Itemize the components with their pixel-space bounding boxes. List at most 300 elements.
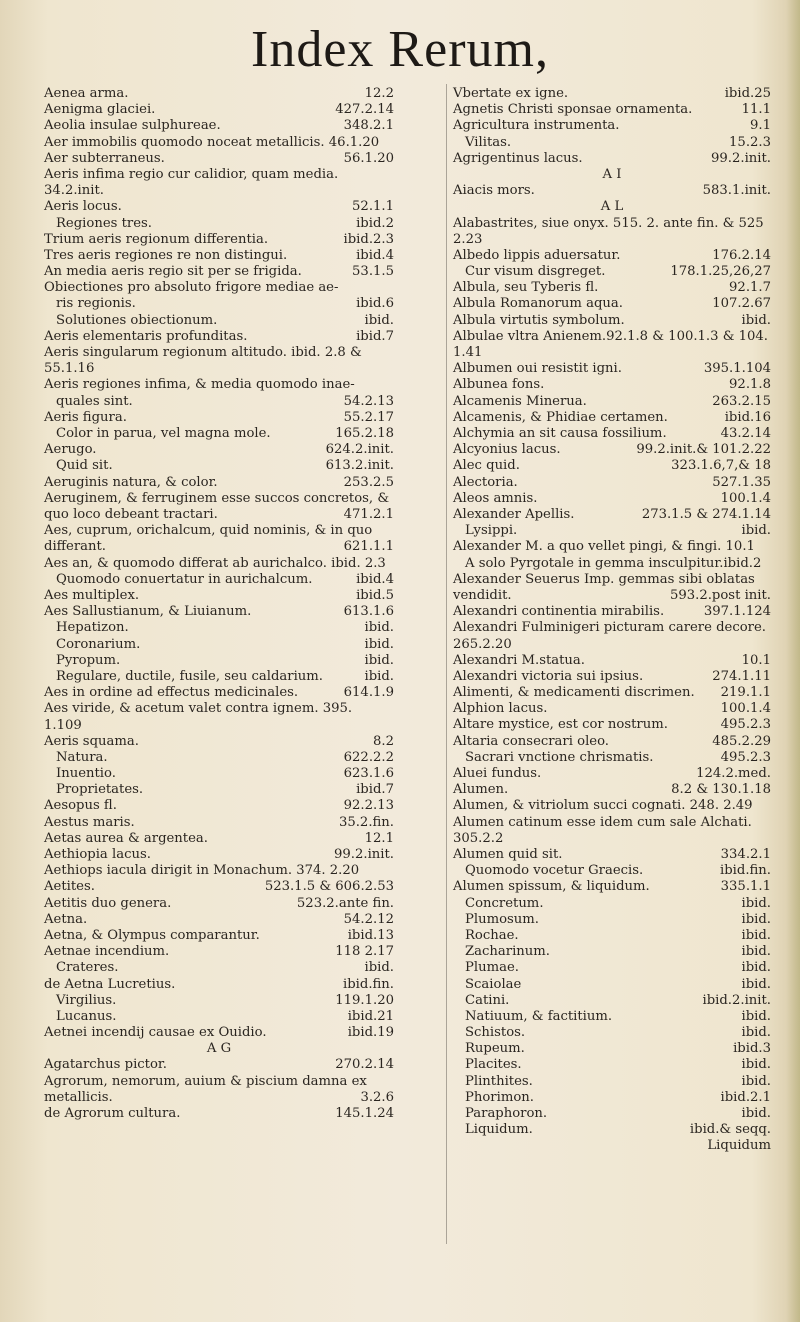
index-entry — [453, 1090, 771, 1106]
entry-term: A solo Pyrgotale in gemma insculpitur.ibid.2 — [465, 555, 762, 571]
entry-term: Quomodo vocetur Graecis. — [465, 863, 644, 879]
entry-term: Albulae vltra Anienem.92.1.8 & 100.1.3 & 104. 1.41 — [453, 328, 768, 361]
entry-term: Aer immobilis quomodo noceat metallicis. 46.1.20 — [44, 134, 380, 150]
section-heading: A G — [206, 1041, 232, 1057]
entry-reference: 100.1.4 — [720, 490, 771, 506]
entry-reference: 395.1.104 — [703, 361, 771, 377]
entry-reference: ibid.& seqq. — [689, 1122, 771, 1138]
entry-term: Regiones tres. — [56, 215, 152, 231]
entry-term: Lucanus. — [56, 1008, 117, 1024]
entry-reference: 52.1.1 — [352, 199, 394, 215]
entry-term: Aes an, & quomodo differat ab aurichalco. ibid. 2.3 — [44, 555, 386, 571]
entry-reference: ibid. — [741, 895, 771, 911]
index-entry — [453, 782, 771, 798]
entry-term: Natiuum, & factitium. — [465, 1008, 613, 1024]
entry-term: Crateres. — [56, 960, 119, 976]
entry-reference: ibid.19 — [347, 1025, 394, 1041]
entry-term: Aesopus fl. — [44, 798, 117, 814]
entry-reference: 614.1.9 — [343, 685, 394, 701]
entry-term: Coronarium. — [56, 636, 141, 652]
entry-reference: ibid.6 — [356, 296, 394, 312]
index-entry — [44, 248, 394, 264]
index-entry — [453, 1074, 771, 1090]
entry-reference: ibid.25 — [724, 86, 771, 101]
index-entry — [453, 539, 771, 555]
entry-term: Albula, seu Tyberis fl. — [453, 280, 599, 296]
entry-term: Schistos. — [465, 1025, 526, 1041]
index-entry — [44, 1009, 394, 1025]
index-entry — [44, 199, 394, 215]
entry-reference: 43.2.14 — [720, 426, 771, 441]
entry-term: Scaiolae — [465, 976, 522, 992]
entry-reference: 263.2.15 — [712, 393, 771, 409]
index-entry — [453, 216, 771, 248]
index-entry — [44, 701, 394, 733]
index-entry — [453, 507, 771, 523]
index-entry — [453, 102, 771, 118]
index-entry — [453, 734, 771, 750]
index-entry — [44, 734, 394, 750]
entry-reference: 92.1.8 — [729, 377, 771, 393]
index-entry — [453, 750, 771, 766]
entry-reference: ibid. — [741, 960, 771, 976]
entry-term: Aes viride, & acetum valet contra ignem. 395. 1.109 — [44, 701, 353, 733]
entry-reference: 527.1.35 — [712, 474, 771, 490]
entry-term: Plumosum. — [465, 911, 539, 927]
entry-reference: 99.2.init. — [711, 150, 771, 166]
entry-reference: ibid.7 — [356, 328, 394, 344]
entry-reference: ibid. — [741, 1025, 771, 1041]
entry-term: Aetitis duo genera. — [44, 895, 172, 911]
entry-term: Aeris elementaris profunditas. — [44, 328, 248, 344]
entry-reference: 119.1.20 — [335, 992, 394, 1008]
entry-term: Cur visum disgreget. — [465, 264, 606, 280]
entry-term: Alexandri victoria sui ipsius. — [453, 668, 644, 684]
entry-term: Albumen oui resistit igni. — [453, 361, 622, 377]
index-entry — [44, 863, 394, 879]
index-entry — [453, 377, 771, 393]
entry-term: Liquidum. — [465, 1122, 533, 1138]
index-entry — [44, 394, 394, 410]
entry-term: Aeris infima regio cur calidior, quam media. 34.2.init. — [44, 166, 339, 199]
page-title: Index Rerum, — [251, 21, 549, 78]
entry-term: Alphion lacus. — [453, 701, 548, 717]
entry-term: Aeris locus. — [44, 199, 122, 215]
entry-term: Alumen catinum esse idem cum sale Alchati. 305.2.2 — [453, 814, 752, 846]
entry-reference: 613.2.init. — [325, 458, 394, 474]
left-column — [44, 86, 394, 1122]
entry-term: Aiacis mors. — [453, 183, 535, 199]
entry-term: Concretum. — [465, 895, 544, 911]
index-entry — [453, 118, 771, 134]
entry-reference: ibid. — [364, 636, 394, 652]
entry-term: Alcamenis, & Phidiae certamen. — [453, 409, 668, 425]
entry-term: Aethiopia lacus. — [44, 847, 151, 863]
index-entry — [44, 329, 394, 345]
index-entry — [453, 1057, 771, 1073]
index-entry — [453, 717, 771, 733]
entry-term: Aetnei incendij causae ex Ouidio. — [44, 1025, 267, 1041]
entry-reference: ibid.16 — [724, 409, 771, 425]
index-entry — [44, 928, 394, 944]
entry-reference: ibid.2.1 — [720, 1089, 771, 1105]
entry-reference: ibid.7 — [356, 782, 394, 798]
entry-reference: ibid.5 — [356, 588, 394, 603]
entry-term: Virgilius. — [56, 992, 117, 1008]
entry-reference: 145.1.24 — [335, 1106, 394, 1122]
entry-term: Agrorum, nemorum, auium & piscium damna ex metallicis. — [44, 1073, 367, 1105]
entry-term: Aeris squama. — [44, 733, 139, 749]
entry-reference: ibid.21 — [347, 1008, 394, 1024]
entry-term: Aeolia insulae sulphureae. — [44, 118, 221, 134]
entry-reference: 253.2.5 — [343, 474, 394, 490]
index-entry — [44, 556, 394, 572]
index-entry — [453, 944, 771, 960]
index-entry — [453, 1009, 771, 1025]
entry-term: Phorimon. — [465, 1089, 534, 1105]
entry-reference: 92.2.13 — [343, 798, 394, 814]
entry-term: An media aeris regio sit per se frigida. — [44, 264, 302, 280]
entry-reference: 11.1 — [741, 102, 771, 118]
entry-reference: 12.1 — [364, 830, 394, 846]
entry-term: Aethiops iacula dirigit in Monachum. 374. 2.20 — [44, 863, 360, 879]
entry-term: Proprietates. — [56, 782, 144, 798]
index-entry — [453, 798, 771, 814]
entry-term: Aerugo. — [44, 442, 97, 458]
index-entry — [453, 1122, 771, 1138]
entry-reference: 624.2.init. — [325, 442, 394, 458]
index-entry — [453, 847, 771, 863]
entry-term: Aenigma glaciei. — [44, 102, 156, 118]
column-divider — [446, 84, 447, 1244]
entry-reference: 621.1.1 — [343, 539, 394, 555]
entry-reference: 54.2.13 — [343, 393, 394, 409]
entry-term: Albula virtutis symbolum. — [453, 312, 625, 328]
entry-term: Alimenti, & medicamenti discrimen. — [453, 685, 695, 701]
entry-term: Aestus maris. — [44, 814, 135, 830]
entry-term: de Aetna Lucretius. — [44, 976, 176, 992]
entry-reference: 56.1.20 — [343, 150, 394, 166]
index-entry — [44, 135, 394, 151]
index-entry — [44, 912, 394, 928]
entry-reference: 274.1.11 — [712, 668, 771, 684]
entry-term: Aeruginem, & ferruginem esse succos concretos, & quo loco debeant tractari. — [44, 490, 390, 522]
entry-term: Agatarchus pictor. — [44, 1057, 167, 1073]
entry-term: Altaria consecrari oleo. — [453, 733, 609, 749]
entry-reference: 335.1.1 — [720, 879, 771, 895]
entry-reference: 99.2.init. — [334, 847, 394, 863]
entry-reference: 270.2.14 — [335, 1057, 394, 1073]
entry-reference: ibid. — [364, 668, 394, 684]
entry-reference: ibid.3 — [733, 1041, 771, 1057]
index-entry — [453, 86, 771, 102]
entry-reference: 334.2.1 — [720, 847, 771, 863]
entry-term: Pyropum. — [56, 652, 121, 668]
index-entry — [453, 766, 771, 782]
entry-reference: 495.2.3 — [720, 749, 771, 765]
entry-term: Alexander Apellis. — [453, 506, 575, 522]
entry-reference: 219.1.1 — [720, 685, 771, 701]
entry-term: Aes in ordine ad effectus medicinales. — [44, 685, 299, 701]
entry-reference: 623.1.6 — [343, 766, 394, 782]
entry-reference: 9.1 — [750, 118, 771, 134]
entry-term: Alexander Seuerus Imp. gemmas sibi oblatas vendidit. — [453, 571, 755, 603]
entry-term: Solutiones obiectionum. — [56, 312, 218, 328]
entry-reference: ibid. — [364, 960, 394, 976]
index-entry — [44, 669, 394, 685]
index-entry — [453, 896, 771, 912]
entry-term: Plinthites. — [465, 1073, 533, 1089]
entry-term: Aes Sallustianum, & Liuianum. — [44, 604, 252, 620]
entry-term: Aetnae incendium. — [44, 944, 170, 960]
entry-reference: 523.2.ante fin. — [296, 895, 394, 911]
index-entry — [44, 993, 394, 1009]
entry-term: quales sint. — [56, 393, 133, 409]
entry-term: Paraphoron. — [465, 1106, 548, 1122]
entry-term: Lysippi. — [465, 523, 518, 539]
entry-reference: 10.1 — [741, 652, 771, 668]
entry-term: Alcyonius lacus. — [453, 442, 561, 458]
entry-reference: ibid.2.init. — [702, 992, 771, 1008]
entry-term: Aleos amnis. — [453, 490, 538, 506]
entry-reference: 273.1.5 & 274.1.14 — [641, 506, 771, 522]
entry-reference: 583.1.init. — [702, 183, 771, 199]
entry-term: Aenea arma. — [44, 86, 129, 101]
entry-reference: 53.1.5 — [352, 264, 394, 280]
index-entry — [44, 604, 394, 620]
index-entry — [44, 1074, 394, 1106]
entry-reference: 92.1.7 — [729, 280, 771, 296]
index-entry — [453, 458, 771, 474]
entry-term: Aes, cuprum, orichalcum, quid nominis, & in quo differant. — [44, 523, 373, 555]
index-entry — [44, 766, 394, 782]
entry-reference: 99.2.init.& 101.2.22 — [636, 442, 771, 458]
entry-term: de Agrorum cultura. — [44, 1106, 181, 1122]
index-entry — [453, 928, 771, 944]
entry-reference: ibid. — [741, 1057, 771, 1073]
entry-reference: 100.1.4 — [720, 701, 771, 717]
entry-term: Agrigentinus lacus. — [453, 150, 583, 166]
index-entry — [453, 1025, 771, 1041]
index-entry — [44, 296, 394, 312]
entry-reference: 523.1.5 & 606.2.53 — [264, 879, 394, 895]
entry-term: Aeruginis natura, & color. — [44, 474, 218, 490]
entry-reference: ibid. — [741, 312, 771, 328]
index-entry — [44, 264, 394, 280]
index-entry — [453, 426, 771, 442]
index-entry — [44, 960, 394, 976]
index-entry — [453, 329, 771, 361]
entry-term: Aluei fundus. — [453, 766, 542, 782]
index-entry — [44, 167, 394, 199]
entry-term: Alec quid. — [453, 458, 520, 474]
entry-term: Natura. — [56, 749, 108, 765]
entry-term: Placites. — [465, 1057, 522, 1073]
index-entry — [44, 232, 394, 248]
section-heading: A L — [600, 199, 624, 215]
index-entry — [453, 151, 771, 167]
index-entry — [44, 637, 394, 653]
index-entry — [44, 879, 394, 895]
entry-reference: 15.2.3 — [729, 134, 771, 150]
entry-term: Alexander M. a quo vellet pingi, & fingi. 10.1 — [453, 539, 755, 555]
index-entry — [44, 151, 394, 167]
entry-reference: 8.2 — [373, 733, 394, 749]
index-entry — [453, 183, 771, 199]
index-entry — [44, 847, 394, 863]
index-entry — [453, 669, 771, 685]
entry-term: Alcamenis Minerua. — [453, 393, 587, 409]
index-entry — [44, 572, 394, 588]
entry-reference: 613.1.6 — [343, 604, 394, 620]
index-entry — [44, 944, 394, 960]
entry-term: Alexandri M.statua. — [453, 652, 585, 668]
index-entry — [44, 815, 394, 831]
entry-term: Aetas aurea & argentea. — [44, 830, 208, 846]
entry-term: Rochae. — [465, 927, 519, 943]
index-entry — [453, 620, 771, 652]
index-entry — [44, 653, 394, 669]
entry-term: Alumen quid sit. — [453, 847, 563, 863]
entry-term: Altare mystice, est cor nostrum. — [453, 717, 668, 733]
entry-reference: ibid. — [364, 652, 394, 668]
entry-reference: ibid. — [364, 620, 394, 636]
index-entry — [44, 345, 394, 377]
entry-term: Aes multiplex. — [44, 588, 140, 603]
index-entry — [453, 491, 771, 507]
entry-term: Alumen spissum, & liquidum. — [453, 879, 650, 895]
index-entry — [44, 1106, 394, 1122]
index-entry — [44, 313, 394, 329]
index-entry — [453, 960, 771, 976]
entry-term: Alexandri continentia mirabilis. — [453, 604, 665, 620]
entry-term: Sacrari vnctione chrismatis. — [465, 749, 654, 765]
index-entry — [453, 442, 771, 458]
index-entry — [453, 879, 771, 895]
index-entry — [453, 604, 771, 620]
index-entry — [453, 248, 771, 264]
index-entry — [453, 1138, 771, 1154]
entry-reference: ibid.2 — [356, 215, 394, 231]
index-entry — [453, 475, 771, 491]
index-entry — [44, 1025, 394, 1041]
page-edge — [786, 0, 800, 1322]
index-entry — [44, 475, 394, 491]
index-entry — [44, 798, 394, 814]
entry-term: Alexandri Fulminigeri picturam carere decore. 265.2.20 — [453, 620, 766, 652]
index-entry — [453, 685, 771, 701]
entry-reference: 54.2.12 — [343, 911, 394, 927]
index-entry — [44, 523, 394, 555]
index-entry — [453, 410, 771, 426]
entry-term: Catini. — [465, 992, 510, 1008]
index-entry — [453, 1041, 771, 1057]
entry-term: Alchymia an sit causa fossilium. — [453, 426, 667, 441]
index-entry — [44, 588, 394, 604]
index-entry — [44, 86, 394, 102]
entry-term: Inuentio. — [56, 766, 116, 782]
entry-reference: ibid.4 — [356, 247, 394, 263]
entry-term: Quomodo conuertatur in aurichalcum. — [56, 571, 313, 587]
entry-reference: 3.2.6 — [360, 1089, 394, 1105]
index-entry — [44, 377, 394, 393]
entry-reference: ibid.fin. — [720, 863, 771, 879]
section-heading: A I — [602, 166, 622, 182]
index-entry — [44, 491, 394, 523]
entry-term: Agnetis Christi sponsae ornamenta. — [453, 102, 693, 118]
index-entry — [453, 863, 771, 879]
index-entry — [44, 782, 394, 798]
index-entry — [44, 118, 394, 134]
entry-reference: 165.2.18 — [335, 426, 394, 442]
index-entry — [453, 572, 771, 604]
entry-reference: 495.2.3 — [720, 717, 771, 733]
entry-reference: 397.1.124 — [703, 604, 771, 620]
entry-reference: ibid.2.3 — [343, 231, 394, 247]
entry-term: Alumen. — [453, 782, 509, 798]
index-entry — [44, 426, 394, 442]
entry-term: Aer subterraneus. — [44, 150, 165, 166]
index-entry — [453, 523, 771, 539]
entry-reference: 124.2.med. — [696, 766, 771, 782]
index-entry — [44, 750, 394, 766]
entry-reference: 323.1.6,7,& 18 — [671, 458, 771, 474]
entry-term: Vilitas. — [465, 134, 512, 150]
entry-reference: 118 2.17 — [335, 944, 394, 960]
entry-reference: 178.1.25,26,27 — [670, 264, 771, 280]
entry-reference: 12.2 — [364, 86, 394, 101]
entry-term: Aeris singularum regionum altitudo. ibid. 2.8 & 55.1.16 — [44, 345, 362, 377]
entry-reference: ibid. — [741, 944, 771, 960]
entry-term: Agricultura instrumenta. — [453, 118, 620, 134]
entry-term: Color in parua, vel magna mole. — [56, 426, 271, 442]
entry-reference: ibid.fin. — [343, 976, 394, 992]
right-column — [453, 86, 771, 1155]
entry-reference: 471.2.1 — [343, 506, 394, 522]
index-entry — [453, 977, 771, 993]
entry-term: Alectoria. — [453, 474, 518, 490]
index-entry — [44, 458, 394, 474]
index-entry — [44, 1057, 394, 1073]
entry-term: Regulare, ductile, fusile, seu caldarium. — [56, 668, 323, 684]
index-entry — [44, 442, 394, 458]
entry-reference: 176.2.14 — [712, 247, 771, 263]
entry-reference: ibid. — [741, 927, 771, 943]
entry-reference: ibid. — [741, 976, 771, 992]
entry-reference: 348.2.1 — [343, 118, 394, 134]
index-entry — [453, 394, 771, 410]
index-entry — [44, 685, 394, 701]
entry-reference: ibid.13 — [347, 927, 394, 943]
index-entry — [44, 280, 394, 296]
entry-term: Aeris regiones infima, & media quomodo inae- — [44, 377, 355, 393]
entry-reference: 35.2.fin. — [338, 814, 394, 830]
index-entry — [453, 653, 771, 669]
index-entry — [453, 361, 771, 377]
entry-term: Aeris figura. — [44, 409, 127, 425]
entry-term: Alabastrites, siue onyx. 515. 2. ante fin. & 525 2.23 — [453, 215, 764, 247]
entry-term: Albedo lippis aduersatur. — [453, 247, 621, 263]
entry-reference: ibid. — [741, 523, 771, 539]
entry-term: ris regionis. — [56, 296, 136, 312]
entry-reference: ibid. — [741, 1073, 771, 1089]
entry-reference: 55.2.17 — [343, 409, 394, 425]
entry-reference: ibid. — [364, 312, 394, 328]
index-entry — [453, 556, 771, 572]
entry-reference: 107.2.67 — [712, 296, 771, 312]
entry-reference: 427.2.14 — [335, 102, 394, 118]
entry-term: Rupeum. — [465, 1041, 525, 1057]
